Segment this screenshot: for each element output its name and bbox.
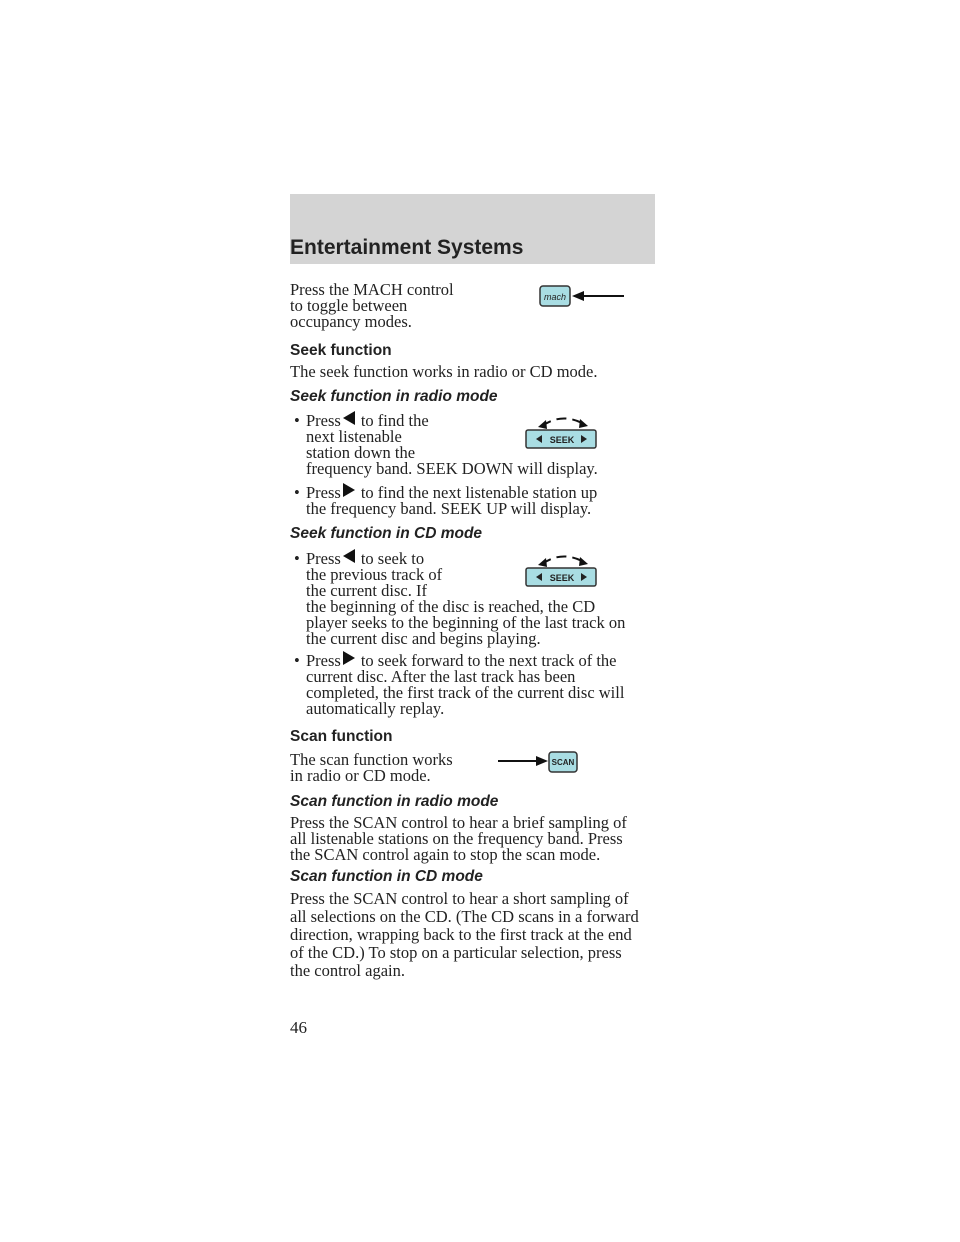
manual-page: Entertainment Systems Press the MACH control to toggle between occupancy modes. mach Seek function The seek function works in radio or CD mode. Seek function in radio mode • Press to find the next listenable station down the frequency band. SEEK DOWN will display. SEEK • Press to find the next listenable station up the frequency band. SEEK UP will display. Seek function in CD mode • Press to seek to the previous track of the current disc. If the beginning of the disc is reached, the CD player seeks to the beginning of the last track on the current disc and begins playing. SEEK • Press to seek forward to the next track of the current disc. After the last track has been completed, the first track of the current disc will automatically replay. Scan function The scan function works in radio or CD mode. SCAN Scan function in radio mode Press the SCAN control to hear a brief sampling of all listenable stations on the frequency band. Press the SCAN control again to stop the scan mode. Scan function in CD mode Press the SCAN control to hear a short sampling of all selections on the CD. (The CD scans in a forward direction, wrapping back to the first track at the end of the CD.) To stop on a particular selection, press the control again. 46	[0, 0, 960, 1242]
scan-cd-heading: Scan function in CD mode	[290, 868, 483, 885]
seek-back-icon	[343, 549, 355, 563]
section-title: Entertainment Systems	[290, 236, 524, 259]
arrow-right-icon	[536, 756, 548, 766]
seek-button-label: SEEK	[549, 573, 575, 583]
mach-button-illustration	[538, 284, 628, 310]
scan-cd-text: Press the SCAN control to hear a short sampling of all selections on the CD. (The CD scans in a forward direction, wrapping back to the first track at the end of the CD.) To stop on a particular selection, press the control again.	[290, 889, 639, 980]
scan-intro: The scan function works in radio or CD mode.	[290, 750, 453, 785]
scan-button-illustration	[496, 750, 582, 776]
section-header	[290, 194, 655, 264]
seek-button-illustration-cd	[524, 546, 600, 590]
seek-up-icon	[343, 483, 355, 497]
mach-intro-line: to toggle between	[290, 296, 408, 315]
scan-radio-text: Press the SCAN control to hear a brief sampling of all listenable stations on the frequency band. Press the SCAN control again to stop the scan mode.	[290, 813, 627, 864]
seek-heading: Seek function	[290, 342, 392, 359]
seek-radio-heading: Seek function in radio mode	[290, 388, 498, 405]
scan-heading: Scan function	[290, 728, 393, 745]
mach-intro-line: Press the MACH control	[290, 280, 454, 299]
seek-forward-icon	[343, 651, 355, 665]
scan-button-label: SCAN	[551, 758, 575, 767]
mach-intro	[290, 282, 454, 330]
arrow-left-icon	[572, 291, 584, 301]
mach-intro-line: occupancy modes.	[290, 312, 412, 331]
press-word: Press	[306, 411, 341, 430]
page-number: 46	[290, 1018, 307, 1037]
mach-button-label: mach	[543, 292, 567, 302]
scan-radio-heading: Scan function in radio mode	[290, 793, 499, 810]
seek-intro-line: The seek function works in radio or CD mode.	[290, 362, 598, 381]
seek-intro	[290, 364, 597, 380]
seek-down-icon	[343, 411, 355, 425]
seek-button-label: SEEK	[549, 435, 575, 445]
seek-cd-heading: Seek function in CD mode	[290, 525, 483, 542]
seek-button-illustration	[524, 408, 600, 452]
